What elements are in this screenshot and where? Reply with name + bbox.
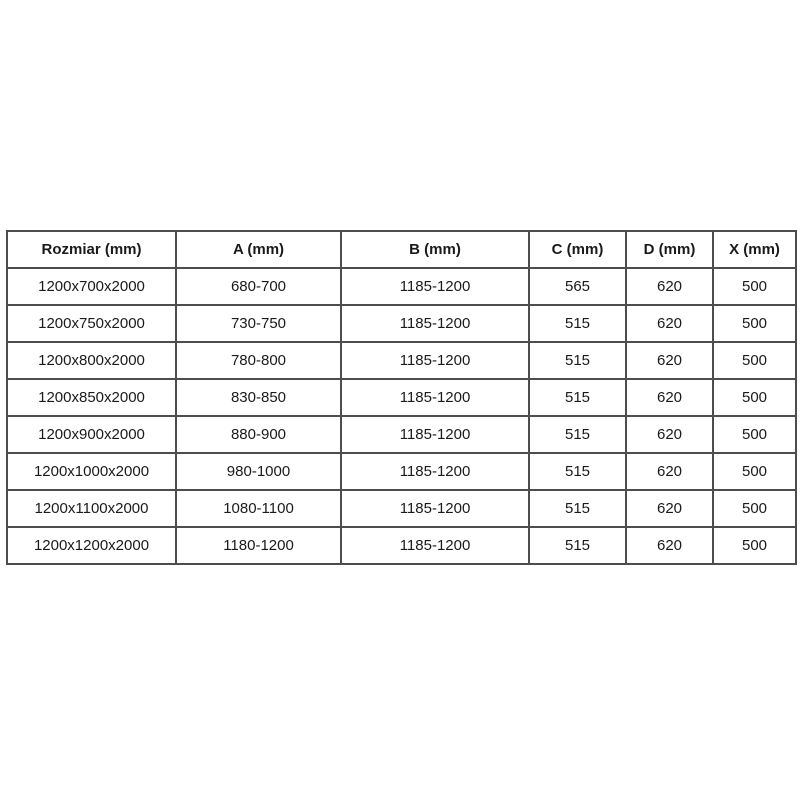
table-cell: 500: [713, 342, 796, 379]
table-cell: 515: [529, 490, 626, 527]
table-cell: 1200x1000x2000: [7, 453, 176, 490]
table-cell: 1200x1100x2000: [7, 490, 176, 527]
table-cell: 515: [529, 342, 626, 379]
table-cell: 500: [713, 453, 796, 490]
table-cell: 1185-1200: [341, 268, 529, 305]
col-header-b: B (mm): [341, 231, 529, 268]
table-cell: 780-800: [176, 342, 341, 379]
table-row: [7, 527, 796, 564]
table-cell: 1200x750x2000: [7, 305, 176, 342]
col-header-rozmiar: Rozmiar (mm): [7, 231, 176, 268]
table-cell: 1200x850x2000: [7, 379, 176, 416]
table-cell: 1185-1200: [341, 490, 529, 527]
table-cell: 830-850: [176, 379, 341, 416]
table-cell: 620: [626, 379, 713, 416]
table-row: [7, 416, 796, 453]
table-cell: 515: [529, 527, 626, 564]
table-cell: 1185-1200: [341, 342, 529, 379]
table-cell: 1200x1200x2000: [7, 527, 176, 564]
table-cell: 620: [626, 490, 713, 527]
table-cell: 1185-1200: [341, 379, 529, 416]
table-cell: 620: [626, 453, 713, 490]
table-cell: 500: [713, 490, 796, 527]
table-cell: 1200x700x2000: [7, 268, 176, 305]
table-cell: 565: [529, 268, 626, 305]
table-cell: 1185-1200: [341, 453, 529, 490]
col-header-x: X (mm): [713, 231, 796, 268]
table-cell: 620: [626, 268, 713, 305]
table-row: [7, 268, 796, 305]
table-cell: 1185-1200: [341, 416, 529, 453]
table-cell: 500: [713, 527, 796, 564]
table-cell: 620: [626, 416, 713, 453]
header-row: [7, 231, 796, 268]
table-cell: 500: [713, 268, 796, 305]
table-cell: 500: [713, 305, 796, 342]
table-row: [7, 379, 796, 416]
table-cell: 1185-1200: [341, 527, 529, 564]
table-cell: 515: [529, 416, 626, 453]
table-cell: 880-900: [176, 416, 341, 453]
table-cell: 500: [713, 379, 796, 416]
table-cell: 620: [626, 527, 713, 564]
table-row: [7, 342, 796, 379]
table-cell: 515: [529, 305, 626, 342]
table-cell: 515: [529, 379, 626, 416]
col-header-d: D (mm): [626, 231, 713, 268]
table-cell: 1200x800x2000: [7, 342, 176, 379]
table-cell: 1185-1200: [341, 305, 529, 342]
table-cell: 500: [713, 416, 796, 453]
table-cell: 620: [626, 342, 713, 379]
table-row: [7, 305, 796, 342]
table-cell: 1200x900x2000: [7, 416, 176, 453]
col-header-c: C (mm): [529, 231, 626, 268]
table-cell: 1080-1100: [176, 490, 341, 527]
size-spec-table: [6, 230, 797, 565]
table-cell: 1180-1200: [176, 527, 341, 564]
table-cell: 730-750: [176, 305, 341, 342]
table-row: [7, 490, 796, 527]
table-row: [7, 453, 796, 490]
table-cell: 620: [626, 305, 713, 342]
col-header-a: A (mm): [176, 231, 341, 268]
table-cell: 515: [529, 453, 626, 490]
table-cell: 980-1000: [176, 453, 341, 490]
table-cell: 680-700: [176, 268, 341, 305]
